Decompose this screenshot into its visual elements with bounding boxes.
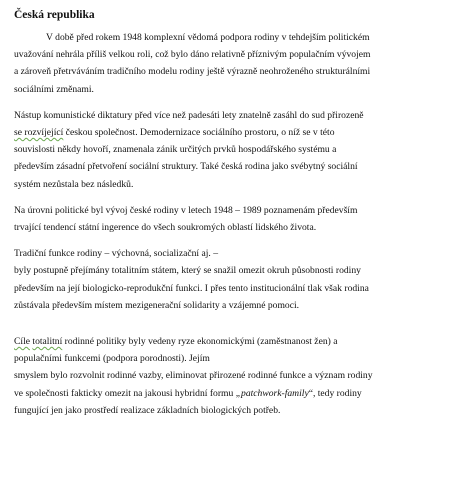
paragraph-line: V době před rokem 1948 komplexní vědomá podpora rodiny v tehdejším politickém bbox=[46, 32, 370, 43]
text-run: rodinné politiky byly vedeny ryze ekonomickými (zaměstnanost žen) a bbox=[62, 336, 338, 348]
italic-term: „patchwork-family bbox=[235, 387, 309, 399]
paragraph-line: uvažování nehrála příliš velkou roli, což bylo dáno relativně příznivým populačním vývojem bbox=[14, 49, 371, 61]
paragraph-line: systém nezůstala bez následků. bbox=[14, 178, 134, 190]
spacer bbox=[14, 323, 441, 333]
paragraph-1 bbox=[14, 29, 441, 98]
paragraph-line: byly postupně přejímány totalitním státem, který se snažil omezit okruh působnosti rodiny bbox=[14, 265, 361, 277]
paragraph-4 bbox=[14, 245, 441, 314]
paragraph-5 bbox=[14, 333, 441, 419]
paragraph-line bbox=[14, 124, 441, 141]
paragraph-2 bbox=[14, 107, 441, 193]
text-run: ve společnosti fakticky omezit na jakousi hybridní formu bbox=[14, 387, 236, 399]
paragraph-3 bbox=[14, 202, 441, 236]
paragraph-line bbox=[14, 333, 441, 350]
paragraph-line: sociálními změnami. bbox=[14, 83, 94, 95]
paragraph-line: a zároveň přetrváváním tradičního modelu rodiny ještě výrazně neohroženého strukturálními bbox=[14, 66, 371, 78]
text-run: českou společnost. Demodernizace sociálního prostoru, o níž se v této bbox=[63, 127, 335, 139]
paragraph-line: populačními funkcemi (podpora porodnosti). Jejím bbox=[14, 353, 210, 365]
paragraph-line: především zásadní přetvoření sociální struktury. Také česká rodina jako svébytný sociální bbox=[14, 161, 358, 173]
spellcheck-underline: Cíle bbox=[14, 336, 30, 348]
paragraph-line: fungující jen jako prostředí realizace základních biologických potřeb. bbox=[14, 404, 281, 416]
paragraph-line bbox=[14, 385, 441, 402]
text-run: “, tedy rodiny bbox=[308, 387, 362, 399]
paragraph-line: Tradiční funkce rodiny – výchovná, socializační aj. – bbox=[14, 248, 218, 260]
paragraph-line: souvislosti někdy hovoří, znamenala zánik určitých prvků hospodářského systému a bbox=[14, 144, 337, 156]
paragraph-line: smyslem bylo rozvolnit rodinné vazby, eliminovat přirozené rodinné funkce a význam rodiny bbox=[14, 370, 373, 382]
spellcheck-underline: se rozvíjející bbox=[14, 127, 64, 139]
document-title: Česká republika bbox=[14, 9, 95, 21]
paragraph-line: trvající tendencí státní ingerence do všech soukromých oblastí lidského života. bbox=[14, 222, 317, 234]
paragraph-line: zůstávala především místem mezigenerační solidarity a vzájemné pomoci. bbox=[14, 299, 300, 311]
paragraph-line: především na její biologicko-reprodukční funkci. I přes tento institucionální tlak však rodina bbox=[14, 282, 369, 294]
paragraph-line: Na úrovni politické byl vývoj české rodiny v letech 1948 – 1989 poznamenám především bbox=[14, 204, 358, 216]
paragraph-line: Nástup komunistické diktatury před více než padesáti lety znatelně zasáhl do sud přirozeně bbox=[14, 109, 364, 121]
spellcheck-underline: totalitní bbox=[32, 336, 63, 348]
